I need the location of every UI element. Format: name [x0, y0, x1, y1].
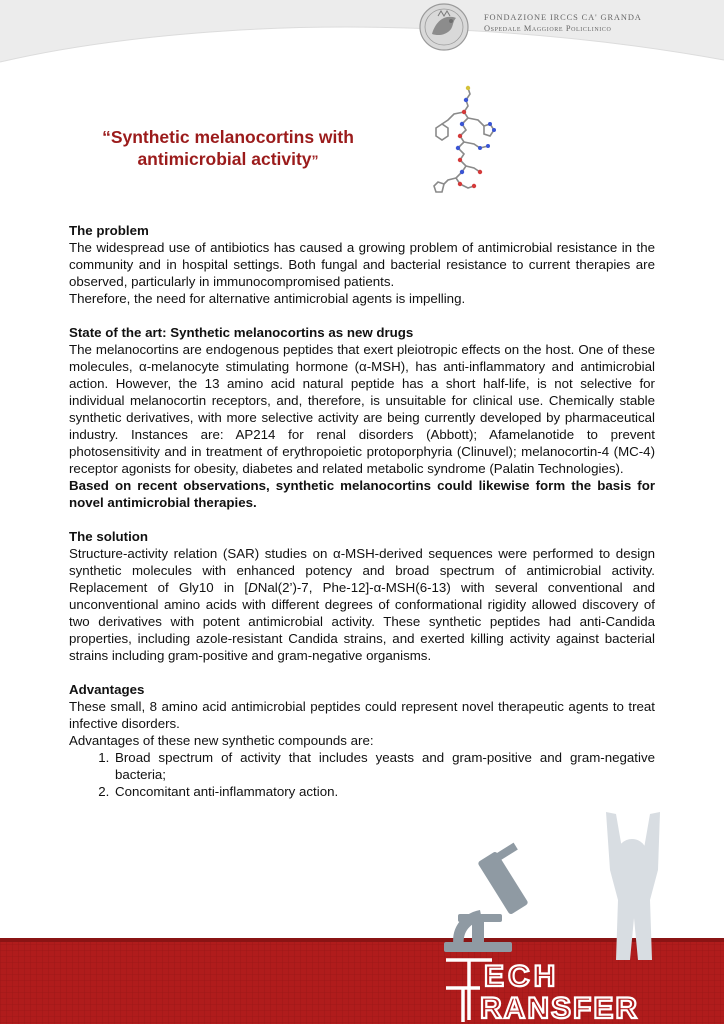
advantages-paragraph-1: These small, 8 amino acid antimicrobial peptides could represent novel therapeutic agents to treat infective disorders.	[69, 699, 655, 731]
title-text-line2: antimicrobial activity	[137, 149, 312, 169]
foundation-name	[484, 12, 642, 34]
microscope-icon	[444, 843, 529, 952]
title-close-quote: ”	[311, 152, 319, 168]
solution-text-a: Structure-activity relation (SAR) studies on α-MSH-derived sequences were performed to design synthetic molecules with enhanced potency and broad spectrum of antimicrobial activity. Replacement of Gly10 in [	[69, 546, 655, 595]
state-heading: State of the art: Synthetic melanocortins as new drugs	[69, 325, 414, 340]
state-paragraph-2: Based on recent observations, synthetic melanocortins could likewise form the basis for novel antimicrobial therapies.	[69, 478, 655, 510]
section-state-of-the-art	[69, 324, 655, 511]
advantages-list-item: 2. Concomitant anti-inflammatory action.	[113, 783, 655, 800]
solution-text-b: Nal(2’)-7, Phe-12]-α-MSH(6-13) with several conventional and unconventional amino acids with different degrees of conformational rigidity allowed discovery of two derivatives with potent antimicrobial activity. These synthetic peptides had anti-Candida properties, including azole-resistant Candida strains, and exerted killing activity against bacterial strains including gram-positive and gram-negative organisms.	[69, 580, 655, 663]
title-open-quote: “	[102, 127, 111, 147]
state-paragraph-1: The melanocortins are endogenous peptides that exert pleiotropic effects on the host. One of these molecules, α-melanocyte stimulating hormone (α-MSH), has anti-inflammatory and antimicrobial action. However, the 13 amino acid natural peptide has a short half-life, is not selective for individual melanocortin receptors, and, therefore, is unsuitable for clinical use. Chemically stable synthetic derivatives, with more selective activity are being currently developed by pharmaceutical industry. Instances are: AP214 for renal disorders (Abbott); Afamelanotide to prevent photosensitivity and in treatment of erythropoietic protoporphyria (Clinuvel); melanocortin-4 (MC-4) receptor agonists for obesity, diabetes and related metabolic syndrome (Palatin Technologies).	[69, 342, 655, 476]
logo-line2: RANSFER	[480, 992, 640, 1024]
foundation-name-line1: FONDAZIONE IRCCS CA' GRANDA	[484, 13, 642, 22]
problem-paragraph-1: The widespread use of antibiotics has caused a growing problem of antimicrobial resistance in the community and in hospital settings. Both fungal and bacterial resistance to current therapies are observed, particularly in immunocompromised patients.	[69, 240, 655, 289]
advantages-heading: Advantages	[69, 682, 145, 697]
logo-line1: ECH	[484, 960, 560, 993]
tech-transfer-logo	[420, 810, 724, 1024]
title-text-line1: Synthetic melanocortins with	[110, 127, 354, 147]
advantages-list	[69, 749, 655, 800]
foundation-seal-icon	[418, 2, 474, 52]
document-title	[78, 126, 378, 171]
solution-heading: The solution	[69, 529, 149, 544]
advantages-list-item: 1. Broad spectrum of activity that includes yeasts and gram-positive and gram-negative bacteria;	[113, 749, 655, 783]
title-line2	[78, 148, 378, 171]
problem-heading: The problem	[69, 223, 149, 238]
solution-paragraph	[69, 545, 655, 664]
main-content	[69, 222, 655, 817]
molecule-structure-icon	[430, 84, 500, 194]
solution-text-d: D	[248, 580, 258, 595]
section-advantages	[69, 681, 655, 800]
advantages-paragraph-2: Advantages of these new synthetic compounds are:	[69, 733, 374, 748]
section-solution	[69, 528, 655, 664]
foundation-name-line2: Ospedale Maggiore Policlinico	[484, 24, 612, 33]
problem-paragraph-2: Therefore, the need for alternative antimicrobial agents is impelling.	[69, 291, 466, 306]
title-line1	[78, 126, 378, 148]
foundation-logo	[418, 2, 718, 52]
raised-arms-person-icon	[606, 812, 660, 960]
section-problem	[69, 222, 655, 307]
